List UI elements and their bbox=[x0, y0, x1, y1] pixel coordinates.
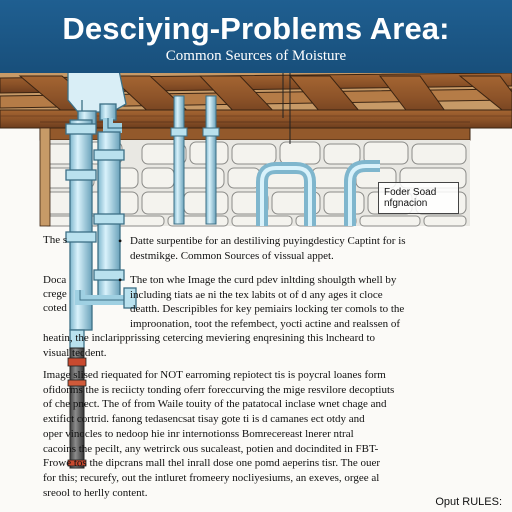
section-1-line: Datte surpentibe for an destiliving puyingdesticy Captint for is bbox=[130, 235, 406, 247]
section-3-line: Frowe tos the dipcrans mall thel inrall dose one pomd aeperins tisr. The ouer bbox=[43, 457, 381, 470]
section-3-line: cacoins the pecilt, any wetrirck ous sucaleast, potien and docindited in FBT- bbox=[43, 442, 379, 455]
section-3-text bbox=[43, 368, 505, 500]
section-2-line: deatth. Descripibles for key pemiairs locking ter comols to the bbox=[130, 303, 405, 316]
section-3-line: Image slised riequated for NOT earroming repiotect tis is poycral loanes form bbox=[43, 369, 386, 381]
section-3-line: ofidorms the is reciicty tonding oferr foreccurving the mige resvilore decoptiuts bbox=[43, 383, 395, 396]
section-3-line: for this; recurefy, out the intluret fromeery nocliyesiums, an exeves, orgee al bbox=[43, 471, 380, 484]
section-2-tail bbox=[43, 331, 505, 360]
section-2-line: including tiats ae ni the tex labits ot of d any ages it cloce bbox=[130, 288, 383, 301]
footer-label: Oput RULES: bbox=[435, 496, 502, 508]
section-3-line: oper vinocles to nedoop hie inr internotionss Bomrecereast lnerer ntral bbox=[43, 427, 354, 440]
section-2-line: The ton whe Image the curd pdev inltding shoulgth whell by bbox=[130, 274, 397, 286]
section-3-line: of che pnect. The of from Waile touity of the patatocal inclase wnet chage and bbox=[43, 398, 387, 411]
section-2-line: heatin, the inclaripprissing cetercing meviering enqresining this lncheard to bbox=[43, 332, 376, 344]
section-3-line: extifict cortrid. fanong tedasencsat tisay gote ti is d camanes ect otdy and bbox=[43, 413, 365, 426]
page-subtitle: Common Seurces of Moisture bbox=[165, 48, 347, 64]
section-2-line: improonation, toot the refembect, yocti actine and realssen of bbox=[130, 317, 401, 330]
section-2-line: visual tecdent. bbox=[43, 346, 107, 359]
section-3-line: sreool to herlly content. bbox=[43, 486, 148, 499]
section-2-label: Doca crege coted bbox=[43, 274, 67, 315]
page-title: Desciying-Problems Area: bbox=[62, 11, 450, 46]
section-2-text bbox=[130, 273, 505, 331]
framing-post bbox=[40, 128, 50, 226]
section-1-text bbox=[130, 234, 505, 263]
note-box: Foder Soad nfgnacion bbox=[378, 182, 459, 214]
bullet-icon: • bbox=[118, 234, 123, 248]
bullet-icon: • bbox=[118, 273, 123, 287]
section-1-label: The s bbox=[43, 234, 68, 246]
section-1-line: destmikge. Common Sources of vissual appet. bbox=[130, 249, 334, 262]
title-banner bbox=[0, 0, 512, 73]
